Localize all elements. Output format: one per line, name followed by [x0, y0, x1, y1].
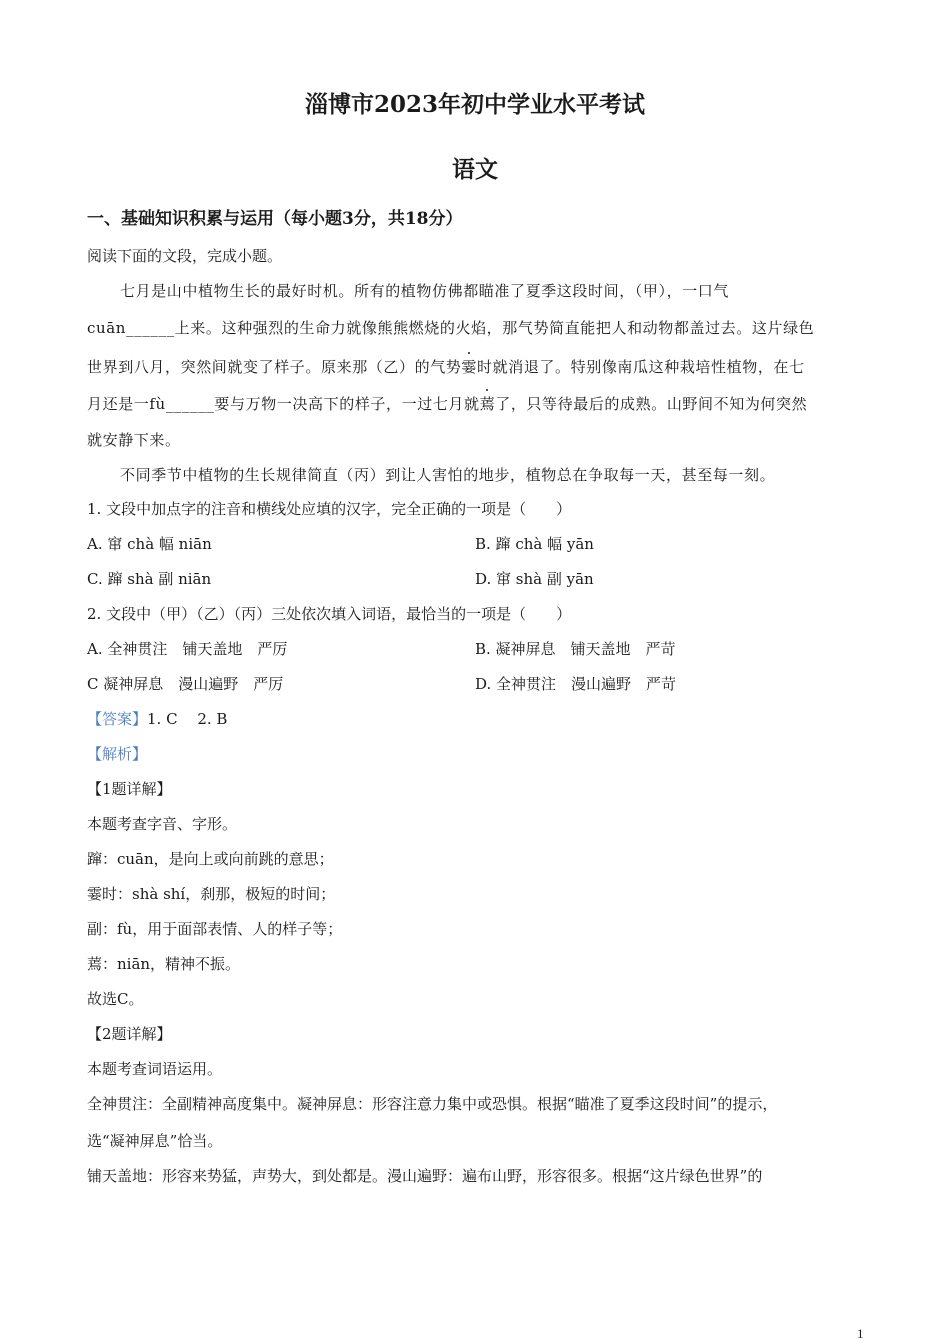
q1-option-d: D. 窜 shà 副 yān: [475, 570, 594, 588]
answer-text: 1. C 2. B: [147, 710, 228, 728]
detail-1-line-3: 霎时：shà shí，刹那，极短的时间；: [87, 885, 336, 903]
instruction: 阅读下面的文段，完成小题。: [87, 247, 283, 265]
detail-1-line-5: 蔫：niān，精神不振。: [87, 955, 241, 973]
section-heading: 一、基础知识积累与运用（每小题3分，共18分）: [87, 209, 463, 229]
q1-option-c: C. 蹿 shà 副 niān: [87, 570, 212, 588]
passage-paragraph-2: 不同季节中植物的生长规律简直（丙）到让人害怕的地步，植物总在争取每一天，甚至每一刻。: [120, 466, 776, 484]
passage-line-3-a: 世界到八月，突然间就变了样子。原来那（乙）的气势: [87, 358, 462, 376]
detail-1-line-1: 本题考查字音、字形。: [87, 815, 238, 833]
subject-title: 语文: [452, 156, 498, 183]
detail-2-line-3: 选“凝神屏息”恰当。: [87, 1132, 223, 1150]
page-number: 1: [857, 1326, 864, 1341]
passage-line-4-a: 月还是一fù______要与万物一决高下的样子，一过七月就: [87, 395, 480, 413]
exam-title: 淄博市2023年初中学业水平考试: [304, 91, 645, 118]
passage-line-2: cuān______上来。这种强烈的生命力就像熊熊燃烧的火焰，那气势简直能把人和动物都盖过去。这片绿色: [87, 319, 815, 337]
answer-tag: 【答案】: [87, 710, 148, 728]
passage-line-4: [87, 394, 807, 414]
detail-1-line-2: 蹿：cuān，是向上或向前跳的意思；: [87, 850, 334, 868]
passage-line-5: 就安静下来。: [87, 431, 181, 449]
dotted-char-sha: 霎: [461, 358, 478, 376]
passage-line-4-b: 了，只等待最后的成熟。山野间不知为何突然: [495, 395, 808, 413]
question-1-stem: 1. 文段中加点字的注音和横线处应填的汉字，完全正确的一项是（ ）: [87, 500, 572, 518]
dotted-char-nian: 蔫: [479, 395, 496, 413]
q1-option-a: A. 窜 chà 幅 niān: [87, 535, 212, 553]
question-2-stem: 2. 文段中（甲）（乙）（丙）三处依次填入词语，最恰当的一项是（ ）: [87, 605, 572, 623]
detail-1-line-4: 副：fù，用于面部表情、人的样子等；: [87, 920, 343, 938]
analysis-tag: 【解析】: [87, 745, 148, 763]
q2-option-d: D. 全神贯注 漫山遍野 严苛: [475, 675, 677, 693]
q1-option-b: B. 蹿 chà 幅 yān: [475, 535, 594, 553]
detail-2-line-1: 本题考查词语运用。: [87, 1060, 223, 1078]
detail-2-line-2: 全神贯注：全副精神高度集中。凝神屏息：形容注意力集中或恐惧。根据“瞄准了夏季这段时间”的提示，: [87, 1095, 778, 1113]
detail-1-line-6: 故选C。: [87, 990, 144, 1008]
answer-line: [87, 709, 227, 729]
detail-1-heading: 【1题详解】: [87, 780, 172, 798]
detail-2-line-4: 铺天盖地：形容来势猛，声势大，到处都是。漫山遍野：遍布山野，形容很多。根据“这片绿色世界”的: [87, 1167, 763, 1185]
passage-line-3: [87, 357, 805, 377]
passage-line-3-b: 时就消退了。特别像南瓜这种栽培性植物，在七: [477, 358, 805, 376]
q2-option-a: A. 全神贯注 铺天盖地 严厉: [87, 640, 288, 658]
q2-option-c: C 凝神屏息 漫山遍野 严厉: [87, 675, 284, 693]
q2-option-b: B. 凝神屏息 铺天盖地 严苛: [475, 640, 676, 658]
passage-line-1: 七月是山中植物生长的最好时机。所有的植物仿佛都瞄准了夏季这段时间，（甲），一口气: [120, 282, 730, 300]
detail-2-heading: 【2题详解】: [87, 1025, 172, 1043]
